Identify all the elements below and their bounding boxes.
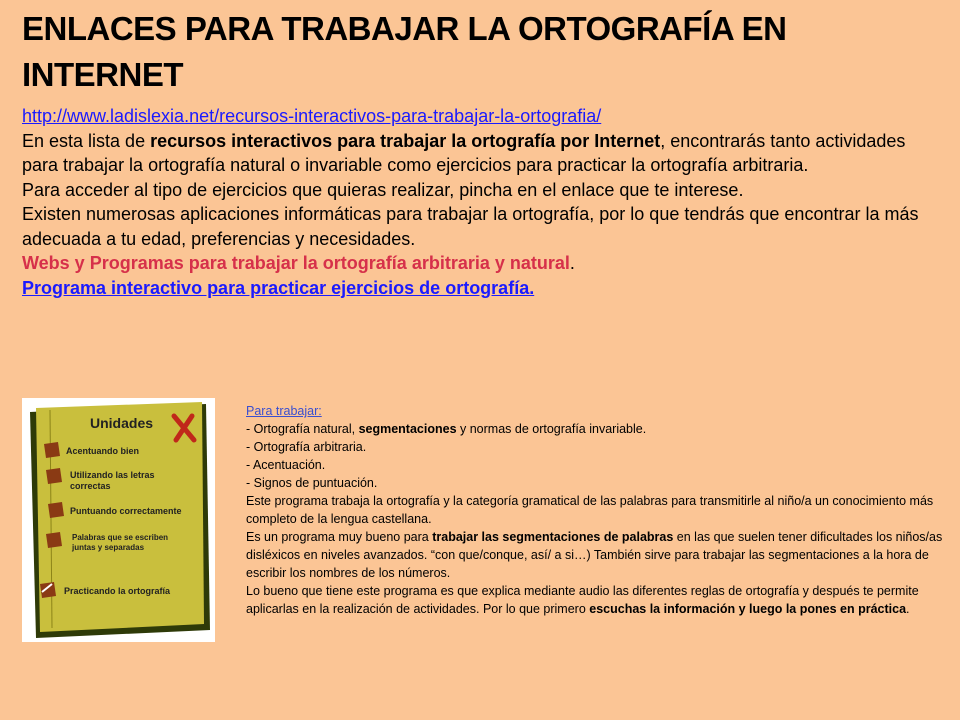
unit-item-4-line-2[interactable]: juntas y separadas bbox=[72, 543, 145, 552]
intro-text-post: , encontrarás tanto actividades para trabajar la ortografía natural o invariable como ejercicios para practicar la ortografía arbitraria. bbox=[22, 130, 906, 175]
ladislexia-link[interactable]: http://www.ladislexia.net/recursos-interactivos-para-trabajar-la-ortografia/ bbox=[22, 106, 602, 126]
book-icon bbox=[46, 532, 62, 548]
webs-programs-link-period: . bbox=[569, 253, 575, 273]
intro-text-bold: recursos interactivos para trabajar la ortografía por Internet bbox=[150, 130, 661, 151]
webs-programs-link[interactable]: Webs y Programas para trabajar la ortografía arbitraria y natural bbox=[22, 253, 570, 273]
para-b-post: en las que suelen tener dificultades los niños/as disléxicos en niveles avanzados. “con que/conque, así/ a si…) También sirve para trabajar las segmentaciones a la hora de escribir los nombres de los números. bbox=[246, 530, 943, 580]
book-icon bbox=[48, 502, 64, 518]
para-trabajar-heading[interactable]: Para trabajar: bbox=[246, 404, 322, 418]
description-paragraph-b bbox=[246, 528, 946, 582]
units-heading: Unidades bbox=[90, 415, 154, 431]
bullet-1-pre: - Ortografía natural, bbox=[246, 422, 359, 436]
book-icon bbox=[46, 468, 62, 484]
bullet-acentuacion: - Acentuación. bbox=[246, 458, 326, 472]
para-c-bold: escuchas la información y luego la pones en práctica bbox=[589, 602, 907, 616]
unit-item-4-line-1[interactable]: Palabras que se escriben bbox=[72, 533, 169, 542]
main-text bbox=[22, 104, 942, 300]
unit-item-5[interactable]: Practicando la ortografía bbox=[64, 586, 171, 596]
bullet-ortografia-natural bbox=[246, 420, 946, 438]
unit-item-2-line-1[interactable]: Utilizando las letras bbox=[70, 470, 155, 480]
program-description bbox=[246, 402, 946, 618]
intro-text-pre: En esta lista de bbox=[22, 130, 151, 151]
bullet-signos: - Signos de puntuación. bbox=[246, 476, 378, 490]
interactive-program-link[interactable]: Programa interactivo para practicar ejercicios de ortografía. bbox=[22, 277, 535, 298]
unit-item-1[interactable]: Acentuando bien bbox=[66, 446, 140, 456]
intro-paragraph bbox=[22, 129, 942, 178]
book-icon bbox=[40, 582, 56, 598]
unit-item-3[interactable]: Puntuando correctamente bbox=[70, 506, 182, 516]
para-b-bold: trabajar las segmentaciones de palabras bbox=[432, 530, 674, 544]
page-title: ENLACES PARA TRABAJAR LA ORTOGRAFÍA EN INTERNET bbox=[22, 10, 787, 93]
bullet-ortografia-arbitraria: - Ortografía arbitraria. bbox=[246, 440, 367, 454]
para-b-pre: Es un programa muy bueno para bbox=[246, 530, 433, 544]
units-thumbnail bbox=[22, 398, 215, 642]
apps-paragraph: Existen numerosas aplicaciones informáticas para trabajar la ortografía, por lo que tendrás que encontrar la más adecuada a tu edad, preferencias y necesidades. bbox=[22, 204, 919, 249]
units-thumbnail-image bbox=[22, 398, 215, 642]
access-paragraph: Para acceder al tipo de ejercicios que quieras realizar, pincha en el enlace que te interese. bbox=[22, 179, 744, 200]
para-c-pre: Lo bueno que tiene este programa es que explica mediante audio las diferentes reglas de ortografía y después te permite aplicarlas en la realización de actividades. Por lo que primero bbox=[246, 584, 919, 616]
description-paragraph-c bbox=[246, 582, 946, 618]
unit-item-2-line-2[interactable]: correctas bbox=[70, 481, 111, 491]
book-icon bbox=[44, 442, 60, 458]
bullet-1-bold: segmentaciones bbox=[358, 422, 457, 436]
description-paragraph-a: Este programa trabaja la ortografía y la categoría gramatical de las palabras para transmitirle al niño/a un conocimiento más completo de la lengua castellana. bbox=[246, 494, 934, 526]
bullet-1-post: y normas de ortografía invariable. bbox=[456, 422, 647, 436]
para-c-post: . bbox=[906, 602, 910, 616]
